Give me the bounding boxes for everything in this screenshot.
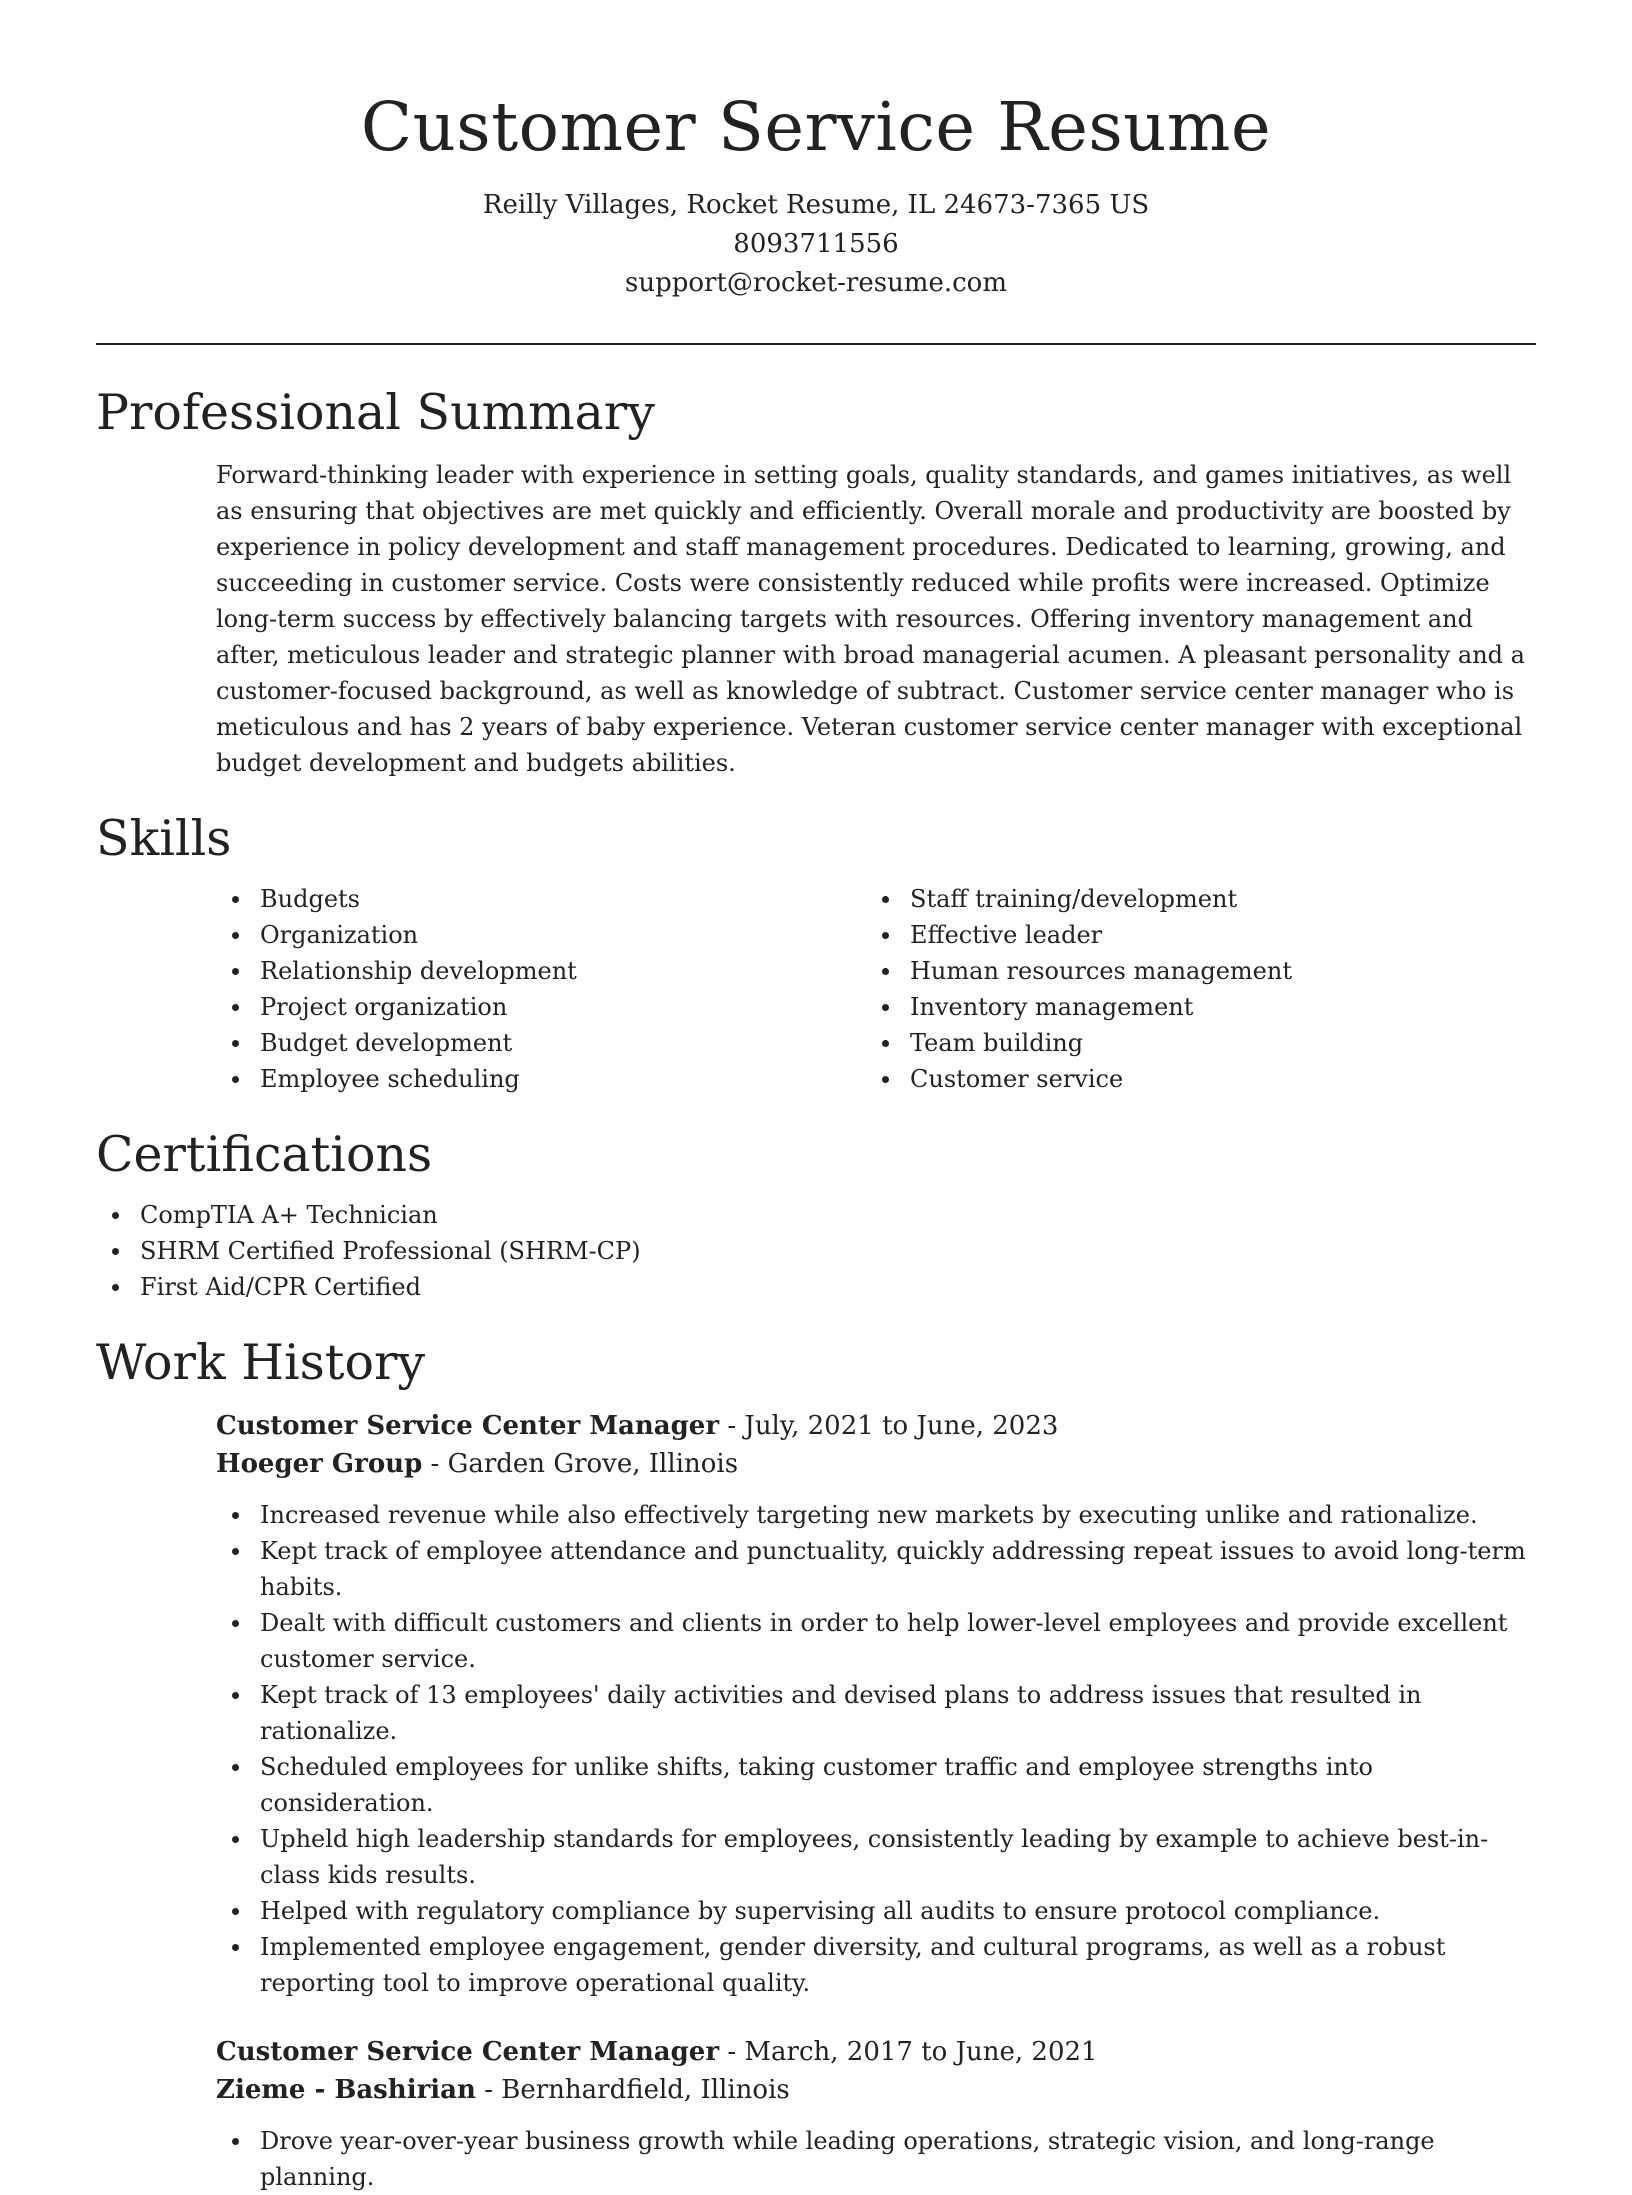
- skill-item: Project organization: [216, 989, 866, 1025]
- skill-item: Budget development: [216, 1025, 866, 1061]
- job-title: Customer Service Center Manager: [216, 1411, 720, 1441]
- skill-item: Organization: [216, 917, 866, 953]
- job-company: Zieme - Bashirian: [216, 2075, 476, 2105]
- summary-text: Forward-thinking leader with experience in setting goals, quality standards, and games initiatives, as well as ensuring that objectives are met quickly and efficiently. Overall morale and productivity are boosted by experience in policy development and staff management procedures. Dedicated to learning, growing, and succeeding in customer service. Costs were consistently reduced while profits were increased. Optimize long-term success by effectively balancing targets with resources. Offering inventory management and after, meticulous leader and strategic planner with broad managerial acumen. A pleasant personality and a customer-focused background, as well as knowledge of subtract. Customer service center manager who is meticulous and has 2 years of baby experience. Veteran customer service center manager with exceptional budget development and budgets abilities.: [216, 461, 1525, 777]
- certification-item: CompTIA A+ Technician: [96, 1197, 1416, 1233]
- job-separator: -: [727, 1411, 745, 1441]
- job-title: Customer Service Center Manager: [216, 2037, 720, 2067]
- certifications-list: [96, 1197, 1416, 1305]
- job-bullet: Kept track of 13 employees' daily activities and devised plans to address issues that resulted in rationalize.: [216, 1677, 1536, 1749]
- job-bullets: [216, 2123, 1536, 2195]
- job-separator: -: [430, 1449, 448, 1479]
- skill-item: Budgets: [216, 881, 866, 917]
- job-bullet: Scheduled employees for unlike shifts, taking customer traffic and employee strengths into consideration.: [216, 1749, 1536, 1821]
- skills-grid: [216, 881, 1536, 1097]
- certification-item: First Aid/CPR Certified: [96, 1269, 1416, 1305]
- job-location: Bernhardfield, Illinois: [501, 2075, 790, 2105]
- job-company-line: [216, 1445, 1536, 1483]
- job-bullet: Helped with regulatory compliance by supervising all audits to ensure protocol compliance.: [216, 1893, 1536, 1929]
- certification-item: SHRM Certified Professional (SHRM-CP): [96, 1233, 1416, 1269]
- skill-item: Team building: [866, 1025, 1516, 1061]
- summary-heading: Professional Summary: [96, 384, 655, 441]
- skill-item: Relationship development: [216, 953, 866, 989]
- header-divider: [96, 343, 1536, 345]
- skills-column-left: [216, 881, 866, 1097]
- job-separator: -: [484, 2075, 502, 2105]
- resume-title: Customer Service Resume: [360, 88, 1272, 166]
- skill-item: Staff training/development: [866, 881, 1516, 917]
- certifications-heading: Certifications: [96, 1126, 433, 1183]
- job-bullet: Increased revenue while also effectively targeting new markets by executing unlike and rationalize.: [216, 1497, 1536, 1533]
- job-bullet: Upheld high leadership standards for employees, consistently leading by example to achieve best-in-class kids results.: [216, 1821, 1536, 1893]
- job-dates: March, 2017 to June, 2021: [744, 2037, 1098, 2067]
- job-bullet: Drove year-over-year business growth while leading operations, strategic vision, and long-range planning.: [216, 2123, 1536, 2195]
- job-bullet: Implemented employee engagement, gender diversity, and cultural programs, as well as a robust reporting tool to improve operational quality.: [216, 1929, 1536, 2001]
- skills-heading: Skills: [96, 810, 232, 867]
- skill-item: Human resources management: [866, 953, 1516, 989]
- job-company: Hoeger Group: [216, 1449, 423, 1479]
- work-history-heading: Work History: [96, 1334, 426, 1391]
- job-bullet: Kept track of employee attendance and punctuality, quickly addressing repeat issues to avoid long-term habits.: [216, 1533, 1536, 1605]
- job-dates: July, 2021 to June, 2023: [744, 1411, 1059, 1441]
- contact-block: [96, 186, 1536, 303]
- job-bullets: [216, 1497, 1536, 2001]
- job-company-line: [216, 2071, 1536, 2109]
- job-entry: [216, 1407, 1536, 2001]
- job-title-line: [216, 1407, 1536, 1445]
- skills-column-right: [866, 881, 1516, 1097]
- job-separator: -: [727, 2037, 745, 2067]
- contact-email: support@rocket-resume.com: [624, 268, 1007, 298]
- job-entry: [216, 2033, 1536, 2195]
- job-location: Garden Grove, Illinois: [447, 1449, 739, 1479]
- skill-item: Customer service: [866, 1061, 1516, 1097]
- skill-item: Effective leader: [866, 917, 1516, 953]
- resume-page: [96, 0, 1536, 2195]
- contact-address: Reilly Villages, Rocket Resume, IL 24673-7365 US: [482, 190, 1150, 220]
- job-bullet: Dealt with difficult customers and clients in order to help lower-level employees and provide excellent customer service.: [216, 1605, 1536, 1677]
- contact-phone: 8093711556: [733, 229, 899, 259]
- job-title-line: [216, 2033, 1536, 2071]
- skill-item: Inventory management: [866, 989, 1516, 1025]
- skill-item: Employee scheduling: [216, 1061, 866, 1097]
